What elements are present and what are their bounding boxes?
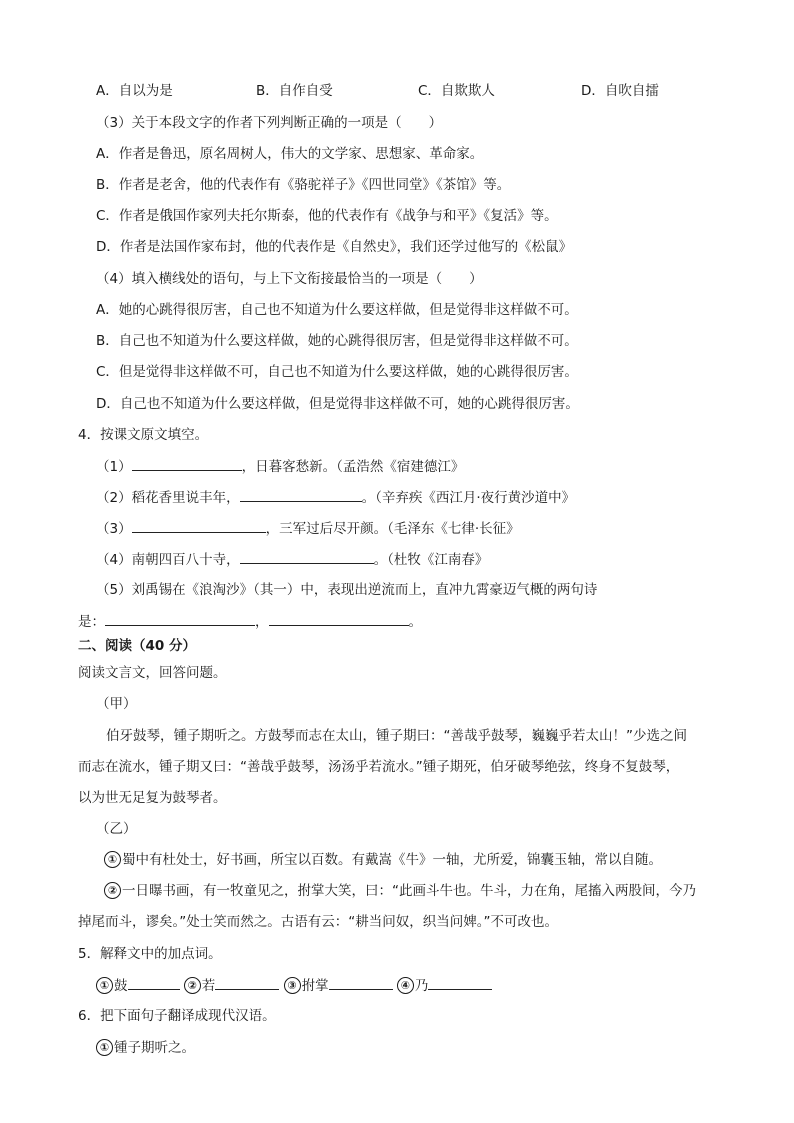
passage-jia-line-3: 以为世无足复为鼓琴者。: [78, 790, 227, 806]
q3-option-a: A．作者是鲁迅，原名周树人，伟大的文学家、思想家、革命家。: [96, 146, 484, 162]
q4-l4-suffix: 。（杜牧《江南春》: [373, 552, 489, 568]
q6-sentence-1: [96, 1038, 195, 1058]
q2-option-a: A．自以为是: [96, 83, 173, 99]
passage-jia-line-2: 而志在流水，锺子期又曰：“善哉乎鼓琴，汤汤乎若流水。”锺子期死，伯牙破琴绝弦，终身不复鼓琴，: [78, 759, 680, 775]
passage-yi-text-2: 一日曝书画，有一牧童见之，拊掌大笑，曰：“此画斗牛也。牛斗，力在角，尾搐入两股间，今乃: [122, 883, 696, 899]
q4-line-4: [96, 549, 488, 570]
q4-l2-prefix: （2）稻花香里说丰年，: [96, 490, 240, 506]
q3-stem: （3）关于本段文字的作者下列判断正确的一项是（ ）: [96, 115, 443, 131]
circled-number-2: ②: [184, 977, 201, 994]
q4-blank-5[interactable]: [105, 611, 255, 626]
passage-yi-line-2: [104, 881, 696, 901]
passage-yi-text-1: 蜀中有杜处士，好书画，所宝以百数。有戴嵩《牛》一轴，尤所爱，锦囊玉轴，常以自随。: [122, 852, 662, 868]
q4sub-option-c: C．但是觉得非这样做不可，自己也不知道为什么要这样做，她的心跳得很厉害。: [96, 364, 578, 380]
section-2-heading: 二、阅读（40 分）: [78, 638, 196, 654]
q5-word-3: 拊掌: [301, 978, 329, 994]
q4sub-option-b: B．自己也不知道为什么要这样做，她的心跳得很厉害，但是觉得非这样做不可。: [96, 333, 578, 349]
q4sub-stem: （4）填入横线处的语句，与上下文衔接最恰当的一项是（ ）: [96, 271, 483, 287]
passage-yi-label: （乙）: [96, 821, 137, 837]
q4-blank-6[interactable]: [269, 611, 409, 626]
q2-option-d: D．自吹自擂: [581, 83, 659, 99]
q6-sentence-1-text: 锺子期听之。: [114, 1040, 195, 1056]
section-2-intro: 阅读文言文，回答问题。: [78, 665, 227, 681]
q6-title: 6．把下面句子翻译成现代汉语。: [78, 1008, 276, 1024]
q4-blank-1[interactable]: [132, 456, 242, 471]
q4-line-3: [96, 518, 520, 539]
q4sub-option-a: A．她的心跳得很厉害，自己也不知道为什么要这样做，但是觉得非这样做不可。: [96, 302, 578, 318]
passage-jia-line-1: 伯牙鼓琴，锺子期听之。方鼓琴而志在太山，锺子期曰：“善哉乎鼓琴，巍巍乎若太山！”少选之间: [106, 728, 687, 744]
q5-title: 5．解释文中的加点词。: [78, 946, 222, 962]
q4sub-option-d: D．自己也不知道为什么要这样做，但是觉得非这样做不可，她的心跳得很厉害。: [96, 396, 579, 412]
q4-l1-prefix: （1）: [96, 459, 132, 475]
q4-l4-prefix: （4）南朝四百八十寺，: [96, 552, 240, 568]
q4-line-2: [96, 487, 575, 508]
passage-yi-line-1: [104, 850, 662, 870]
q4-l3-suffix: ，三军过后尽开颜。（毛泽东《七律·长征》: [265, 521, 520, 537]
circled-number-3: ③: [284, 977, 301, 994]
circled-number-1: ①: [96, 977, 113, 994]
passage-jia-label: （甲）: [96, 696, 137, 712]
q3-option-c: C．作者是俄国作家列夫托尔斯泰，他的代表作有《战争与和平》《复活》等。: [96, 208, 558, 224]
q4-blank-4[interactable]: [240, 549, 374, 564]
q4-blank-2[interactable]: [240, 487, 362, 502]
q5-blank-3[interactable]: [329, 975, 393, 990]
q4-l2-suffix: 。（辛弃疾《西江月·夜行黄沙道中》: [361, 490, 576, 506]
q5-word-2: 若: [201, 978, 216, 994]
q3-option-d: D．作者是法国作家布封，他的代表作是《自然史》，我们还学过他写的《松鼠》: [96, 239, 573, 255]
q2-option-c: C．自欺欺人: [418, 83, 495, 99]
circled-number-1: ①: [96, 1039, 113, 1056]
q5-word-4: 乃: [414, 978, 429, 994]
q5-blank-4[interactable]: [428, 975, 492, 990]
q4-title: 4．按课文原文填空。: [78, 427, 209, 443]
q4-line-5: （5）刘禹锡在《浪淘沙》（其一）中，表现出逆流而上，直冲九霄豪迈气概的两句诗: [96, 582, 598, 598]
circled-number-2: ②: [104, 882, 121, 899]
q5-blank-1[interactable]: [128, 975, 180, 990]
q4-line-6: [78, 611, 422, 632]
q4-line-1: [96, 456, 464, 477]
q4-l6-mid: ，: [255, 614, 269, 630]
q5-items: [96, 975, 492, 996]
passage-yi-line-3: 掉尾而斗，谬矣。”处士笑而然之。古语有云：“耕当问奴，织当问婢。”不可改也。: [78, 914, 558, 930]
q4-l3-prefix: （3）: [96, 521, 132, 537]
q5-word-1: 鼓: [114, 978, 128, 994]
circled-number-1: ①: [104, 851, 121, 868]
q2-option-b: B．自作自受: [256, 83, 333, 99]
q4-l1-suffix: ，日暮客愁新。（孟浩然《宿建德江》: [241, 459, 465, 475]
q4-l6-suffix: 。: [408, 614, 422, 630]
q4-blank-3[interactable]: [132, 518, 266, 533]
q5-blank-2[interactable]: [215, 975, 279, 990]
circled-number-4: ④: [397, 977, 414, 994]
q3-option-b: B．作者是老舍，他的代表作有《骆驼祥子》《四世同堂》《茶馆》等。: [96, 177, 511, 193]
q4-l6-prefix: 是：: [78, 614, 105, 630]
